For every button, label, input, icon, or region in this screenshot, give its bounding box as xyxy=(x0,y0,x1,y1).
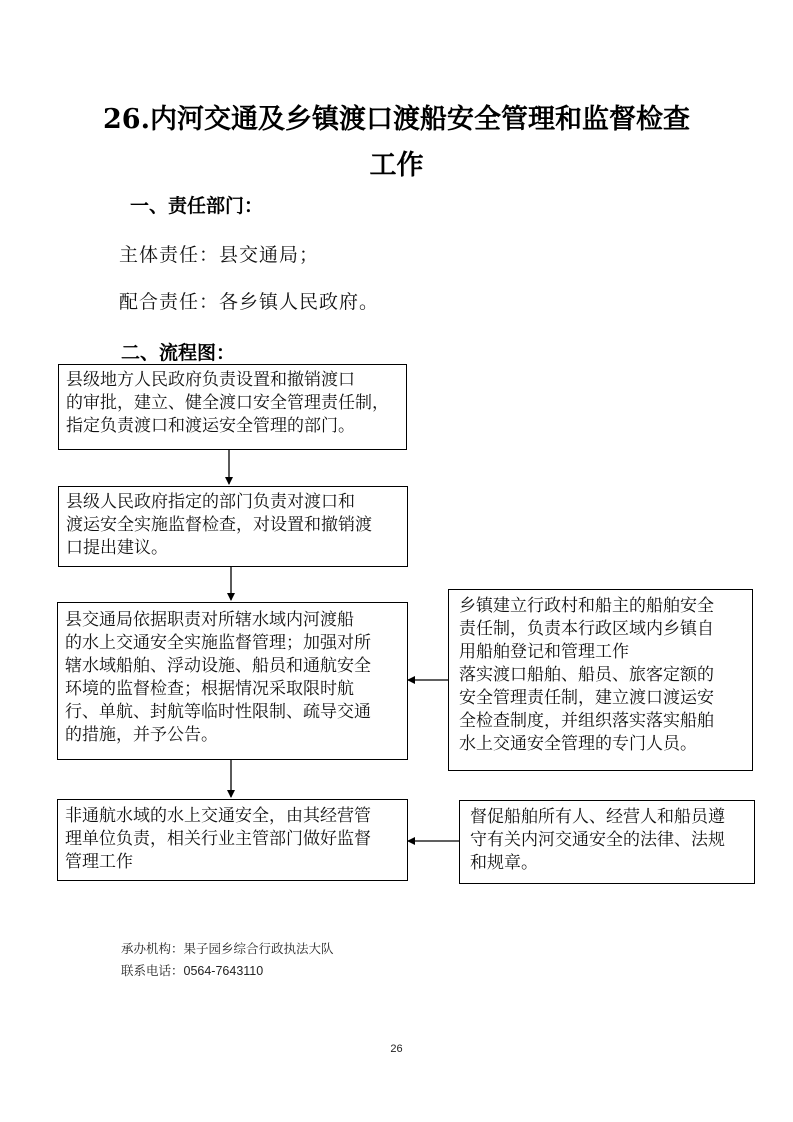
side-box-1-line: 乡镇建立行政村和船主的船舶安全 xyxy=(459,596,714,616)
side-box-2-line: 和规章。 xyxy=(470,853,538,873)
flow-box-3 xyxy=(57,602,408,760)
flow-box-1-line: 的审批，建立、健全渡口安全管理责任制， xyxy=(66,393,389,413)
flow-box-2-line: 口提出建议。 xyxy=(66,538,168,558)
flow-box-3-line: 环境的监督检查；根据情况采取限时航 xyxy=(65,679,354,699)
section1-heading: 一、责任部门： xyxy=(130,195,264,217)
document-title-line2: 工作 xyxy=(369,150,424,181)
side-box-1-line: 用船舶登记和管理工作 xyxy=(459,642,629,662)
side-box-2-line: 守有关内河交通安全的法律、法规 xyxy=(470,830,725,850)
side-box-1 xyxy=(448,589,753,771)
flow-box-2-line: 渡运安全实施监督检查，对设置和撤销渡 xyxy=(66,515,372,535)
flow-box-3-line: 的水上交通安全实施监督管理；加强对所 xyxy=(65,633,371,653)
flow-box-1 xyxy=(58,364,407,450)
document-title-line1: 26.内河交通及乡镇渡口渡船安全管理和监督检查 xyxy=(103,104,690,135)
footer-organizer: 承办机构：果子园乡综合行政执法大队 xyxy=(121,942,334,956)
flow-box-4 xyxy=(57,799,408,881)
footer-phone: 联系电话：0564-7643110 xyxy=(121,964,264,978)
flow-box-2 xyxy=(58,486,408,567)
flow-box-1-line: 县级地方人民政府负责设置和撤销渡口 xyxy=(66,370,355,390)
flow-box-4-line: 理单位负责，相关行业主管部门做好监督 xyxy=(65,829,371,849)
cooperating-responsibility: 配合责任：各乡镇人民政府。 xyxy=(119,291,380,313)
flow-box-3-line: 的措施，并予公告。 xyxy=(65,725,218,745)
side-box-2-line: 督促船舶所有人、经营人和船员遵 xyxy=(470,807,725,827)
flow-box-1-line: 指定负责渡口和渡运安全管理的部门。 xyxy=(66,416,355,436)
flow-box-3-line: 县交通局依据职责对所辖水域内河渡船 xyxy=(65,610,354,630)
flow-box-2-line: 县级人民政府指定的部门负责对渡口和 xyxy=(66,492,355,512)
flow-box-3-line: 行、单航、封航等临时性限制、疏导交通 xyxy=(65,702,371,722)
side-box-1-line: 落实渡口船舶、船员、旅客定额的 xyxy=(459,665,714,685)
flow-box-3-line: 辖水域船舶、浮动设施、船员和通航安全 xyxy=(65,656,371,676)
side-box-1-line: 责任制，负责本行政区域内乡镇自 xyxy=(459,619,714,639)
flow-box-4-line: 非通航水域的水上交通安全，由其经营管 xyxy=(65,806,371,826)
side-box-1-line: 水上交通安全管理的专门人员。 xyxy=(459,734,697,754)
side-box-2 xyxy=(459,800,755,884)
main-responsibility: 主体责任：县交通局； xyxy=(119,244,320,266)
flow-box-4-line: 管理工作 xyxy=(65,852,133,872)
side-box-1-line: 全检查制度，并组织落实落实船舶 xyxy=(459,711,714,731)
side-box-1-line: 安全管理责任制，建立渡口渡运安 xyxy=(459,688,714,708)
page-number: 26 xyxy=(390,1043,403,1055)
section2-heading: 二、流程图： xyxy=(121,342,236,364)
